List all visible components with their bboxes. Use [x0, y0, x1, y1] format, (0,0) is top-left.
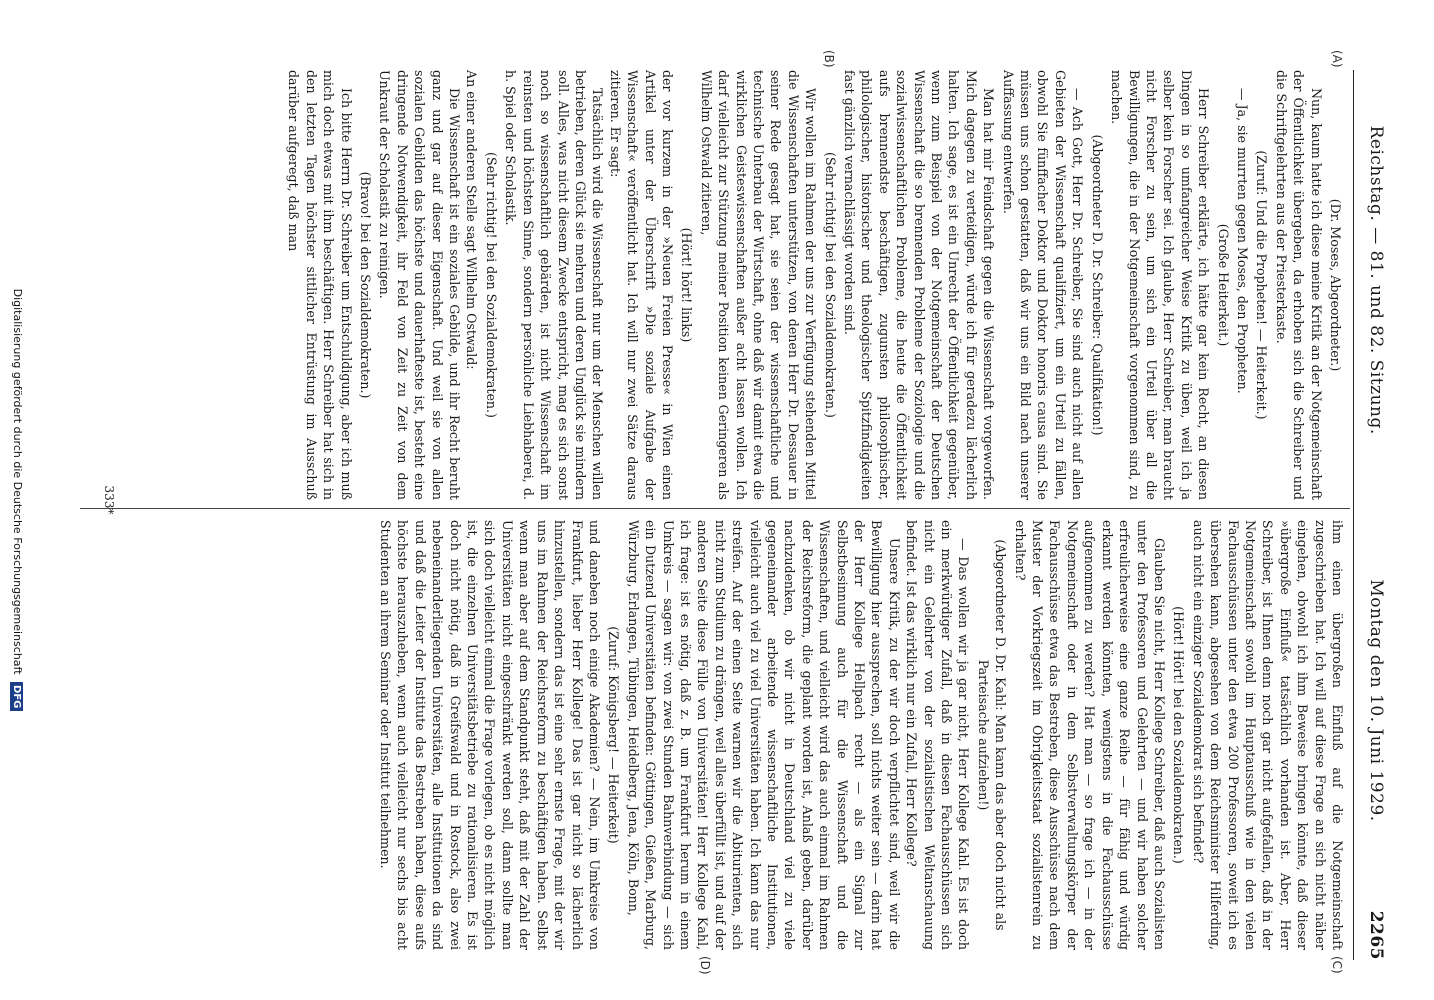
interjection: (Sehr richtig! bei den Sozialdemokraten.): [483, 152, 499, 418]
column-divider: [80, 508, 1350, 509]
text-column-right: [377, 520, 1346, 950]
paragraph: Wir wollen im Rahmen der uns zur Verfügung stehenden Mittel die Wissenschaften unterstützen, von denen Herr Dr. Dessauer in seiner Rede gesagt hat, sie seien der wissenschaftliche und technische Unterbau der Wirtschaft, ohne daß wir damit etwa die wirklichen Geisteswissenschaften außer acht lassen wollen. Ich darf vielleicht zur Stützung meiner Position keinen Geringeren als Wilhelm Ostwald zitieren,: [698, 70, 819, 500]
paragraph: der vor kurzem in der »Neuen Freien Presse« in Wien einen Artikel unter der Überschrift »Die soziale Aufgabe der Wissenschaft« veröffentlicht hat. Ich will nur zwei Sätze daraus zitieren. Er sagt:: [607, 70, 675, 500]
margin-mark-d: (D): [698, 956, 712, 975]
page-mark: 333*: [102, 485, 116, 515]
header-session: Reichstag. — 81. und 82. Sitzung.: [1366, 125, 1386, 435]
digitization-credit: [11, 0, 25, 1000]
paragraph: und daneben noch einige Akademien? — Nein, im Umkreise von Frankfurt, lieber Herr Kollege! Das ist gar nicht so lächerlich hinzustellen, sondern das ist eine sehr ernste Frage, mit der wir uns im Rahmen der Reichsreform zu beschäftigen haben. Selbst wenn man aber auf dem Standpunkt steht, daß mit der Zahl der Universitäten nicht eingeschränkt werden soll, dann sollte man sich doch vielleicht einmal die Frage vorlegen, ob es nicht möglich ist, die einzelnen Universitätsbetriebe zu rationalisieren. Es ist doch nicht nötig, daß in Greifswald und in Rostock, also zwei nebeneinanderliegenden Universitäten, alle Institutionen da sind und daß die Leiter der Institute das Bestreben haben, diese aufs höchste herauszuheben, wenn auch vielleicht nur sechs bis acht Studenten an ihrem Seminar oder Institut teilnehmen.: [378, 520, 602, 950]
dfg-logo: DFG: [11, 682, 24, 711]
paragraph: — Das wollen wir ja gar nicht, Herr Kollege Kahl. Es ist doch ein merkwürdiger Zufall, daß in diesen Fachausschüssen sich nicht ein Gelehrter von der sozialistischen Weltanschauung befindet. Ist das wirklich nur ein Zufall, Herr Kollege?: [904, 520, 972, 950]
paragraph: — Ach Gott, Herr Dr. Schreiber, Sie sind auch nicht auf allen Gebieten der Wissenschaft qualifiziert, um ein Urteil zu fällen, obwohl Sie fünffacher Doktor und Doktor honoris causa sind. Sie müssen uns schon gestatten, daß wir uns ein Bild nach unserer Auffassung entwerfen.: [1000, 70, 1086, 500]
paragraph: Ich bitte Herrn Dr. Schreiber um Entschuldigung, aber ich muß mich doch etwas mit ihm beschäftigen. Herr Schreiber hat sich in den letzten Tagen höchster sittlicher Entrüstung im Ausschuß darüber aufgeregt, daß man: [286, 70, 354, 500]
margin-mark-b: (B): [822, 50, 836, 68]
paragraph: — Ja, sie murrten gegen Moses, den Propheten.: [1234, 88, 1250, 394]
interjection: (Bravo! bei den Sozialdemokraten.): [358, 171, 374, 399]
header-rule: [1353, 70, 1354, 960]
text-column-left: [285, 70, 1346, 500]
quotation: Tatsächlich wird die Wissenschaft nur um der Menschen willen betrieben, deren Glück sie mehren und deren Unglück sie mindern soll. Alles, was nicht diesem Zwecke entspricht, mag es sich sonst noch so wissenschaftlich gebärden, ist nicht Wissenschaft im reinsten und höchsten Sinne, sondern persönliche Liebhaberei, d. h. Spiel oder Scholastik.: [503, 70, 606, 500]
paragraph: Man hat mir Feindschaft gegen die Wissenschaft vorgeworfen. Mich dagegen zu verteidigen, würde ich für geradezu lächerlich halten. Ich sage, es ist ein Unrecht der Öffentlichkeit gegenüber, wenn zum Beispiel von der Notgemeinschaft der Deutschen Wissenschaft die so brennenden Probleme der Soziologie und die sozialwissenschaftlichen Probleme, die heute die Öffentlichkeit aufs brennendste beschäftigen, zugunsten philosophischer, philologischer, historischer und theologischer Spitzfindigkeiten fast gänzlich vernachlässigt worden sind.: [842, 70, 997, 500]
paragraph: Unsere Kritik, zu der wir doch verpflichtet sind, weil wir die Bewilligung hier aussprechen, soll nichts weiter sein — darin hat der Herr Kollege Hellpach recht — als ein Signal zur Selbstbesinnung auch für die Wissenschaft und die Wissenschaften, und vielleicht wird das auch einmal im Rahmen der Reichsreform, die geplant worden ist, Anlaß geben, darüber nachzudenken, ob wir nicht in Deutschland viel zu viele gegeneinander arbeitende wissenschaftliche Institutionen, vielleicht auch viel zu viel Universitäten haben. Ich kann das nur streifen. Auf der einen Seite warnen wir die Abiturienten, sich nicht zum Studium zu drängen, weil alles überfüllt ist, und auf der anderen Seite diese Fülle von Universitäten! Herr Kollege Kahl, ich frage: ist es nötig, daß z. B. um Frankfurt herum in einem Umkreis — sagen wir: von zwei Stunden Bahnverbindung — sich ein Dutzend Universitäten befinden: Göttingen, Gießen, Marburg, Würzburg, Erlangen, Tübingen, Heidelberg, Jena, Köln, Bonn,: [625, 520, 902, 950]
paragraph: Nun, kaum hatte ich diese meine Kritik an der Notgemeinschaft der Öffentlichkeit übergeben, da erhoben sich die Schreiber und die Schriftgelehrten aus der Priesterkaste.: [1273, 70, 1324, 500]
paragraph: Glauben Sie nicht, Herr Kollege Schreiber, daß auch Sozialisten unter den Professoren und Gelehrten — und wir haben solcher erfreulicherweise eine ganze Reihe — für fähig und würdig erkannt werden könnten, wenigstens in die Fachausschüsse aufgenommen zu werden? Hat man — so frage ich — in der Notgemeinschaft oder in dem Selbstverwaltungskörper der Fachausschüsse etwa das Bestreben, diese Ausschüsse nach dem Muster der Vorkriegszeit im Obrigkeitsstaat sozialistenrein zu erhalten?: [1012, 520, 1167, 950]
page-header: [1358, 70, 1386, 960]
margin-mark-a: (A): [1330, 50, 1344, 68]
interjection: (Zuruf: Und die Propheten! — Heiterkeit.): [1254, 150, 1270, 420]
paragraph: ihm einen übergroßen Einfluß auf die Notgemeinschaft zugeschrieben hat. Ich will auf diese Frage an sich nicht näher eingehen, obwohl ich ihm Beweise bringen könnte, daß dieser »übergroße Einfluß« tatsächlich vorhanden ist. Aber, Herr Schreiber, ist Ihnen denn noch gar nicht aufgefallen, daß in der Notgemeinschaft sowohl im Hauptausschuß wie in den vielen Fachausschüssen unter den etwa 200 Professoren, soweit ich es übersehen kann, abgesehen von dem Reichsminister Hilferding, auch nicht ein einziger Sozialdemokrat sich befindet?: [1190, 520, 1345, 950]
credit-text: Digitalisierung gefördert durch die Deutsche Forschungsgemeinschaft: [11, 288, 24, 675]
margin-mark-c: (C): [1330, 956, 1344, 974]
interjection: (Hört! hört! links): [679, 227, 695, 343]
header-date: Montag den 10. Juni 1929.: [1366, 579, 1386, 822]
paragraph: Herr Schreiber erklärte, ich hätte gar kein Recht, an diesen Dingen in so umfangreicher Weise Kritik zu üben, weil ich ja selber kein Forscher sei. Ich glaube, Herr Schreiber, man braucht nicht Forscher zu sein, um sich ein Urteil über all die Bewilligungen, die in der Notgemeinschaft vorgenommen sind, zu machen.: [1109, 70, 1212, 500]
interjection: (Hört! Hört! bei den Sozialdemokraten.): [1171, 606, 1187, 864]
interjection: (Abgeordneter D. Dr. Kahl: Man kann das aber doch nicht als Parteisache aufziehen!): [975, 539, 1009, 931]
quotation: Die Wissenschaft ist ein soziales Gebilde, und ihr Recht beruht ganz und gar auf dieser Eigenschaft. Und weil sie von allen sozialen Gebilden das höchste und dauerhafteste ist, besteht eine dringende Notwendigkeit, ihr Feld von Zeit zu Zeit von dem Unkraut der Scholastik zu reinigen.: [377, 70, 463, 500]
page-number: 2265: [1366, 910, 1386, 961]
paragraph: An einer anderen Stelle sagt Wilhelm Ostwald:: [464, 70, 480, 370]
interjection: (Große Heiterkeit.): [1215, 223, 1231, 347]
interjection: (Zuruf: Königsberg! — Heiterkeit): [606, 626, 622, 844]
interjection: (Abgeordneter D. Dr. Schreiber: Qualifikation!): [1089, 134, 1105, 436]
interjection: (Sehr richtig! bei den Sozialdemokraten.): [822, 152, 838, 418]
speaker-line: (Dr. Moses, Abgeordneter.): [1328, 198, 1343, 372]
